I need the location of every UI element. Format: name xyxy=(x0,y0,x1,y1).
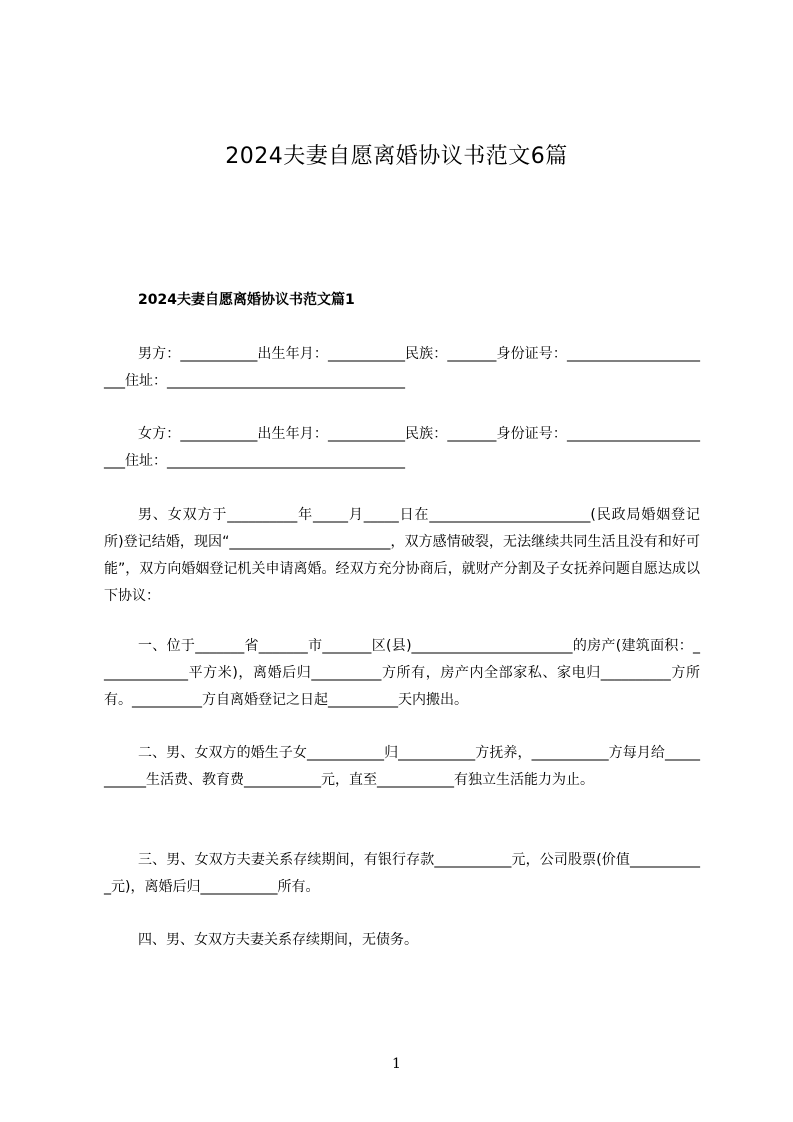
paragraph-clause-debts: 四、男、女双方夫妻关系存续期间，无债务。 xyxy=(138,932,418,948)
paragraph-female-party: 女方：___________出生年月：___________民族：_______身份证号：______________________住址：__________________________________ xyxy=(104,426,700,469)
paragraph-clause-savings: 三、男、女双方夫妻关系存续期间，有银行存款___________元，公司股票(价值___________元)，离婚后归___________所有。 xyxy=(104,852,700,895)
paragraph-male-party: 男方：___________出生年月：___________民族：_______身份证号：______________________住址：__________________________________ xyxy=(104,346,700,389)
section-heading: 2024夫妻自愿离婚协议书范文篇1 xyxy=(138,292,355,308)
paragraph-clause-children: 二、男、女双方的婚生子女___________归___________方抚养，___________方每月给___________生活费、教育费___________元，直至___________有独立生活能力为止。 xyxy=(104,745,700,788)
paragraph-marriage-registration: 男、女双方于__________年_____月_____日在_______________________(民政局婚姻登记所)登记结婚，现因“_______________________，双方感情破裂，无法继续共同生活且没有和好可能”，双方向婚姻登记机关申请离婚。经双方充分协商后，就财产分割及子女抚养问题自愿达成以下协议： xyxy=(104,507,700,604)
page-number: 1 xyxy=(392,1056,401,1072)
paragraph-clause-property: 一、位于_______省_______市_______区(县)_______________________的房产(建筑面积：_____________平方米)，离婚后归__________方所有，房产内全部家私、家电归__________方所有。__________方自离婚登记之日起__________天内搬出。 xyxy=(104,638,700,708)
document-title: 2024夫妻自愿离婚协议书范文6篇 xyxy=(225,144,568,169)
